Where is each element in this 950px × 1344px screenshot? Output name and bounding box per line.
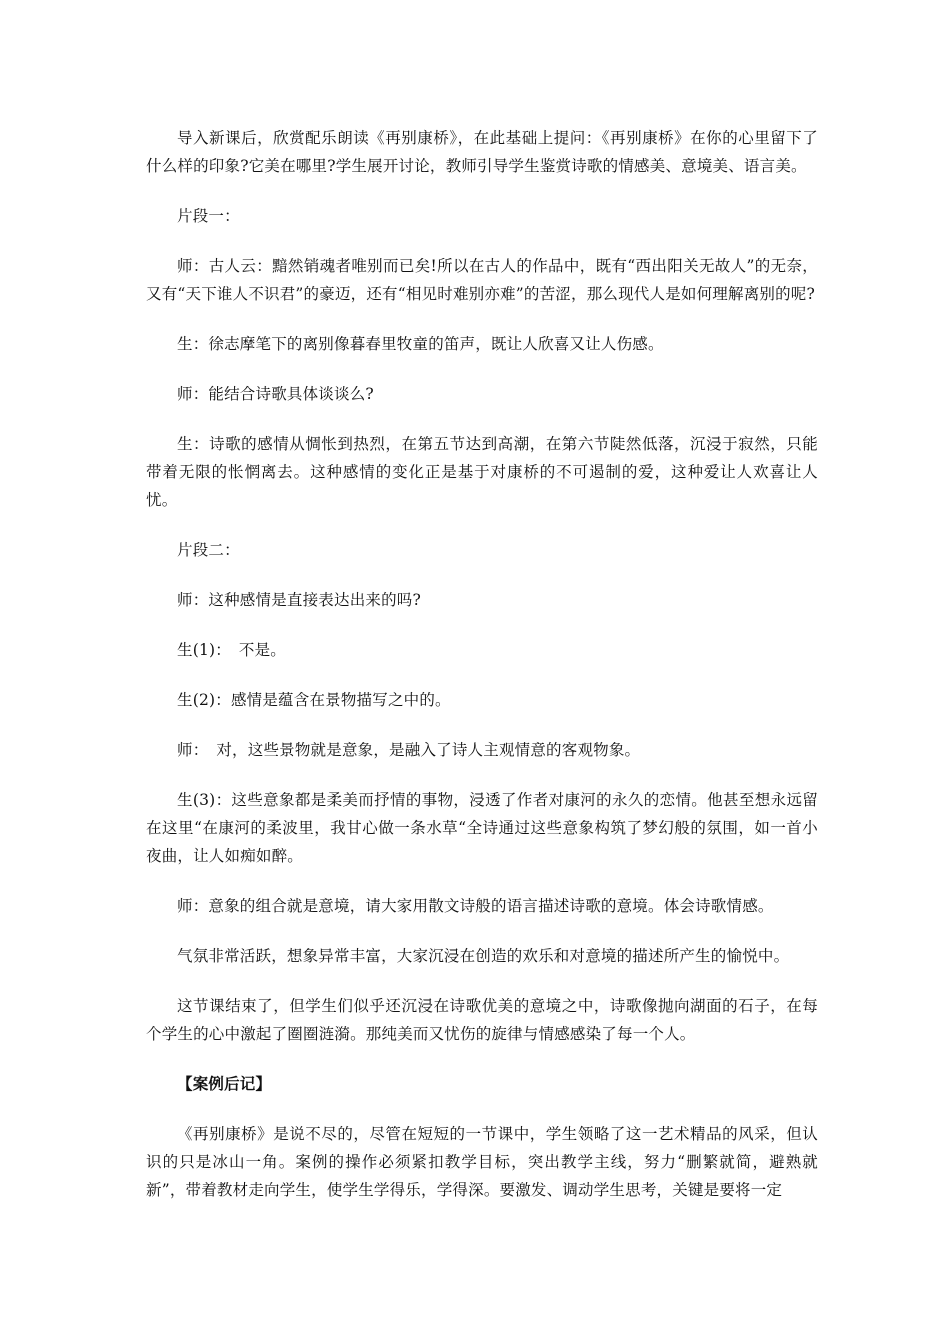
student-line: 生：徐志摩笔下的离别像暮春里牧童的笛声，既让人欣喜又让人伤感。	[177, 335, 664, 353]
case-postscript-heading: 【案例后记】	[177, 1074, 272, 1093]
student-line: 生：诗歌的感情从惆怅到热烈，在第五节达到高潮，在第六节陡然低落，沉浸于寂然，只能带着无限的怅惘离去。这种感情的变化正是基于对康桥的不可遏制的爱，这种爱让人欢喜让人忧。	[146, 435, 818, 509]
narration-paragraph: 气氛非常活跃，想象异常丰富，大家沉浸在创造的欢乐和对意境的描述所产生的愉悦中。	[177, 947, 790, 965]
teacher-line: 师：意象的组合就是意境，请大家用散文诗般的语言描述诗歌的意境。体会诗歌情感。	[177, 897, 774, 915]
postscript-paragraph: 《再别康桥》是说不尽的，尽管在短短的一节课中，学生领略了这一艺术精品的风采，但认识的只是冰山一角。案例的操作必须紧扣教学目标，突出教学主线，努力“删繁就简，避熟就新”，带着教材走向学生，使学生学得乐，学得深。要激发、调动学生思考，关键是要将一定	[146, 1125, 818, 1199]
teacher-line: 师： 对，这些景物就是意象，是融入了诗人主观情意的客观物象。	[177, 741, 641, 759]
teacher-line: 师：古人云：黯然销魂者唯别而已矣!所以在古人的作品中，既有“西出阳关无故人”的无奈，又有“天下谁人不识君”的豪迈，还有“相见时难别亦难”的苦涩，那么现代人是如何理解离别的呢?	[146, 257, 818, 303]
teacher-line: 师：这种感情是直接表达出来的吗?	[177, 591, 422, 609]
section-label-two: 片段二：	[177, 541, 240, 559]
narration-paragraph: 这节课结束了，但学生们似乎还沉浸在诗歌优美的意境之中，诗歌像抛向湖面的石子，在每个学生的心中激起了圈圈涟漪。那纯美而又忧伤的旋律与情感感染了每一个人。	[146, 997, 818, 1043]
section-label-one: 片段一：	[177, 207, 240, 225]
student-line: 生(1)： 不是。	[177, 641, 287, 659]
teacher-line: 师：能结合诗歌具体谈谈么?	[177, 385, 374, 403]
intro-paragraph: 导入新课后，欣赏配乐朗读《再别康桥》，在此基础上提问：《再别康桥》在你的心里留下了什么样的印象?它美在哪里?学生展开讨论，教师引导学生鉴赏诗歌的情感美、意境美、语言美。	[146, 129, 818, 175]
student-line: 生(2)：感情是蕴含在景物描写之中的。	[177, 691, 451, 709]
student-line: 生(3)：这些意象都是柔美而抒情的事物，浸透了作者对康河的永久的恋情。他甚至想永远留在这里“在康河的柔波里，我甘心做一条水草“全诗通过这些意象构筑了梦幻般的氛围，如一首小夜曲，让人如痴如醉。	[146, 791, 818, 865]
document-body	[146, 124, 818, 1226]
